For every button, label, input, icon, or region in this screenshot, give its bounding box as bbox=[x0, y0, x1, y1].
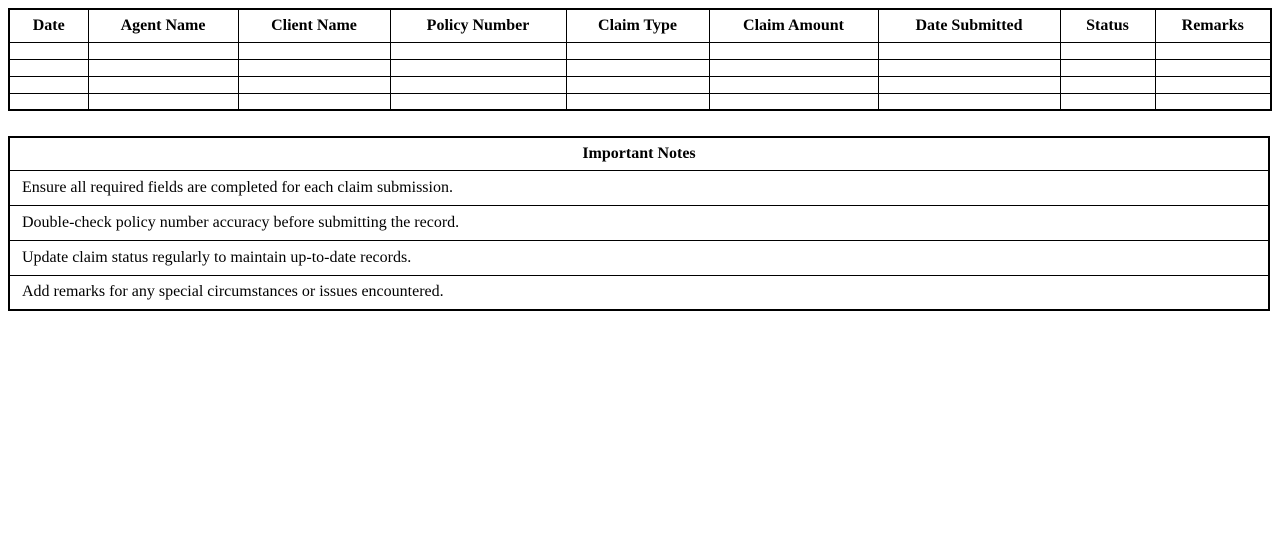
claims-cell bbox=[88, 59, 238, 76]
claims-cell bbox=[709, 59, 878, 76]
claims-cell bbox=[566, 76, 709, 93]
claims-header-client-name: Client Name bbox=[238, 9, 390, 42]
claims-cell bbox=[88, 42, 238, 59]
note-text: Ensure all required fields are completed for each claim submission. bbox=[9, 170, 1269, 205]
claims-header-row bbox=[9, 9, 1271, 42]
claims-cell bbox=[88, 93, 238, 110]
notes-title: Important Notes bbox=[9, 137, 1269, 170]
claims-cell bbox=[9, 93, 88, 110]
claims-cell bbox=[709, 93, 878, 110]
claims-header-status: Status bbox=[1060, 9, 1155, 42]
claims-empty-row bbox=[9, 59, 1271, 76]
claims-cell bbox=[709, 42, 878, 59]
claims-header-claim-amount: Claim Amount bbox=[709, 9, 878, 42]
claims-cell bbox=[1155, 42, 1271, 59]
claims-empty-row bbox=[9, 42, 1271, 59]
claims-cell bbox=[1060, 93, 1155, 110]
notes-table bbox=[8, 136, 1270, 311]
claims-cell bbox=[390, 59, 566, 76]
claims-cell bbox=[709, 76, 878, 93]
claims-table-body bbox=[9, 42, 1271, 110]
claims-cell bbox=[1060, 42, 1155, 59]
claims-cell bbox=[1155, 76, 1271, 93]
note-text: Add remarks for any special circumstances or issues encountered. bbox=[9, 275, 1269, 310]
claims-cell bbox=[878, 59, 1060, 76]
claims-cell bbox=[878, 42, 1060, 59]
claims-cell bbox=[238, 76, 390, 93]
notes-header-row bbox=[9, 137, 1269, 170]
claims-cell bbox=[1060, 76, 1155, 93]
claims-empty-row bbox=[9, 76, 1271, 93]
claims-cell bbox=[1060, 59, 1155, 76]
claims-cell bbox=[1155, 93, 1271, 110]
claims-cell bbox=[238, 59, 390, 76]
claims-cell bbox=[566, 42, 709, 59]
claims-header-claim-type: Claim Type bbox=[566, 9, 709, 42]
note-text: Double-check policy number accuracy before submitting the record. bbox=[9, 205, 1269, 240]
claims-header-remarks: Remarks bbox=[1155, 9, 1271, 42]
claims-cell bbox=[88, 76, 238, 93]
claims-header-policy-number: Policy Number bbox=[390, 9, 566, 42]
claims-cell bbox=[238, 42, 390, 59]
claims-cell bbox=[9, 76, 88, 93]
claims-cell bbox=[9, 42, 88, 59]
claims-cell bbox=[566, 59, 709, 76]
note-row bbox=[9, 205, 1269, 240]
claims-header-agent-name: Agent Name bbox=[88, 9, 238, 42]
claims-header-date: Date bbox=[9, 9, 88, 42]
claims-cell bbox=[878, 93, 1060, 110]
claims-cell bbox=[566, 93, 709, 110]
claims-empty-row bbox=[9, 93, 1271, 110]
note-row bbox=[9, 275, 1269, 310]
claims-cell bbox=[390, 42, 566, 59]
claims-table bbox=[8, 8, 1272, 111]
claims-cell bbox=[238, 93, 390, 110]
note-row bbox=[9, 170, 1269, 205]
claims-cell bbox=[1155, 59, 1271, 76]
note-row bbox=[9, 240, 1269, 275]
claims-cell bbox=[878, 76, 1060, 93]
claims-cell bbox=[390, 93, 566, 110]
note-text: Update claim status regularly to maintain up-to-date records. bbox=[9, 240, 1269, 275]
claims-cell bbox=[9, 59, 88, 76]
claims-cell bbox=[390, 76, 566, 93]
claims-header-date-submitted: Date Submitted bbox=[878, 9, 1060, 42]
